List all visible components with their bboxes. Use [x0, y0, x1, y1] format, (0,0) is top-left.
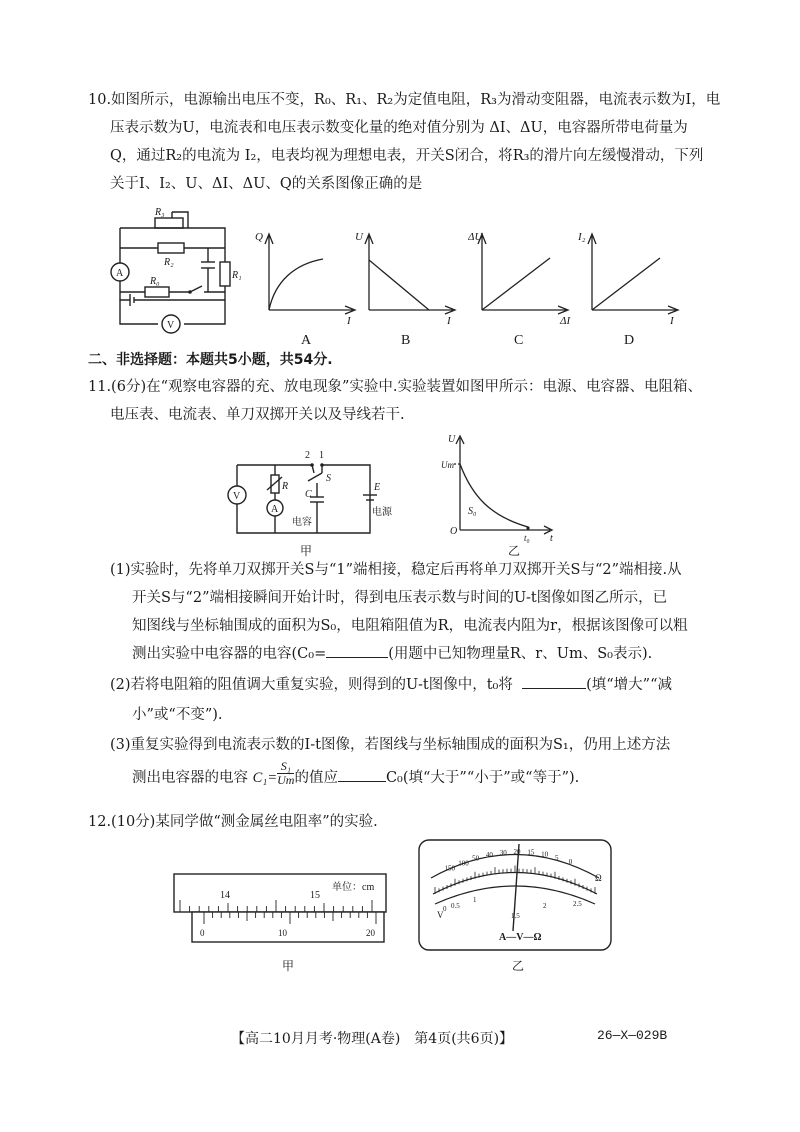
mid-2: 2 — [543, 902, 547, 910]
formula-denominator: Um — [277, 772, 295, 787]
ohm-tick-label: 10 — [541, 850, 549, 859]
p2-line1-pre: (2)若将电阻箱的阻值调大重复实验，则得到的U-t图像中，t₀将 — [110, 677, 513, 693]
graph-option-a — [255, 226, 365, 361]
graph-option-d — [578, 226, 688, 361]
source-text: 电源 — [372, 507, 392, 518]
xlabel: t — [550, 533, 553, 544]
q11-p1-line1: (1)实验时，先将单刀双掷开关S与“1”端相接，稳定后再将单刀双掷开关S与“2”端相接.从 — [110, 562, 682, 578]
vernier-caliper — [170, 870, 390, 955]
vernier-20: 20 — [366, 928, 375, 938]
ammeter-label: A — [271, 504, 279, 515]
main-14: 14 — [220, 890, 230, 901]
graph-xlabel: I — [670, 315, 674, 327]
um-label: Um — [441, 460, 454, 470]
q11-u-t-graph — [440, 430, 560, 545]
q10-circuit-diagram — [100, 200, 250, 340]
q10-line2: 压表示数为U，电流表和电压表示数变化量的绝对值分别为 ΔI、ΔU，电容器所带电荷量为 — [110, 120, 688, 136]
page-footer: 【高二10月月考·物理(A卷) 第4页(共6页)】 — [231, 1031, 514, 1047]
graph-ylabel: U — [355, 231, 363, 243]
q12-fig-a-caption: 甲 — [282, 959, 295, 973]
graph-ylabel: I₂ — [578, 231, 586, 243]
capacitor-text: 电容 — [292, 517, 312, 528]
q11-fig-b-caption: 乙 — [508, 544, 521, 558]
r1-label: R₁ — [232, 270, 242, 281]
graph-ylabel: Q — [255, 231, 263, 243]
lower-05: 0.5 — [451, 902, 460, 910]
answer-blank-c0[interactable] — [326, 657, 388, 658]
q11-p3-line2 — [132, 758, 580, 788]
unit-label: 单位：cm — [332, 882, 375, 893]
mid-15: 1.5 — [511, 912, 520, 920]
resistor-label: R — [282, 481, 289, 492]
q10-line4: 关于I、I₂、U、ΔI、ΔU、Q的关系图像正确的是 — [110, 176, 423, 192]
source-symbol: E — [374, 482, 381, 493]
ohm-tick-label: 0 — [568, 858, 573, 867]
option-label: D — [624, 333, 635, 348]
vernier-10: 10 — [278, 928, 287, 938]
ohm-tick-label: 15 — [527, 848, 535, 857]
switch-label: S — [326, 473, 331, 484]
voltmeter-label: V — [167, 320, 175, 331]
p1-line4-post: (用题中已知物理量R、r、Um、S₀表示). — [388, 646, 653, 662]
graph-curve — [269, 259, 323, 310]
q11-line1: 11.(6分)在“观察电容器的充、放电现象”实验中.实验装置如图甲所示：电源、电容器、电阻箱、 — [88, 379, 703, 395]
v-symbol: V — [437, 910, 444, 920]
formula-lhs: C₁= — [252, 770, 278, 786]
ohm-tick-label: 40 — [485, 851, 493, 860]
ammeter-label: A — [116, 268, 124, 279]
avo-label: A—V—Ω — [499, 932, 542, 943]
ohm-tick-label: 5 — [554, 853, 559, 862]
ohm-tick-label: 150 — [444, 864, 455, 873]
ohm-tick-label: 50 — [472, 854, 480, 863]
ylabel: U — [448, 434, 456, 445]
answer-blank-c1[interactable] — [338, 781, 386, 782]
q11-p1-line4 — [132, 644, 652, 664]
q10-line1: 10.如图所示，电源输出电压不变，R₀、R₁、R₂为定值电阻，R₃为滑动变阻器，电流表示数为I，电 — [88, 92, 721, 108]
graph-option-c — [468, 226, 578, 361]
vernier-0: 0 — [200, 928, 205, 938]
q11-p2-line1 — [110, 675, 672, 695]
voltmeter-label: V — [233, 491, 241, 502]
ohm-tick-label: 20 — [513, 848, 521, 857]
q11-p1-line3: 知图线与坐标轴围成的面积为S₀，电阻箱阻值为R，电流表内阻为r，根据该图像可以粗 — [132, 618, 688, 634]
q12-fig-b-caption: 乙 — [512, 959, 525, 973]
p3-line2-pre: 测出电容器的电容 — [132, 770, 248, 786]
ohm-tick-label: 30 — [499, 848, 507, 857]
paper-code: 26—X—029B — [597, 1028, 668, 1043]
option-label: A — [301, 333, 312, 348]
t0-label: t₀ — [524, 533, 530, 543]
mid-25: 2.5 — [573, 900, 582, 908]
origin-label: O — [450, 526, 458, 537]
r3-label: R₃ — [155, 207, 165, 218]
switch-pos1: 1 — [319, 450, 324, 461]
graph-ylabel: ΔU — [468, 231, 483, 243]
r2-label: R₂ — [164, 257, 174, 268]
graph-curve — [482, 258, 550, 310]
multimeter-dial — [415, 836, 615, 956]
area-label: S₀ — [468, 506, 477, 517]
formula-numerator: S₁ — [277, 760, 294, 774]
switch-pos2: 2 — [305, 450, 310, 461]
q12-line1: 12.(10分)某同学做“测金属丝电阻率”的实验. — [88, 814, 378, 830]
q11-p1-line2: 开关S与“2”端相接瞬间开始计时，得到电压表示数与时间的U-t图像如图乙所示，已 — [132, 590, 668, 606]
capacitor-symbol: C — [305, 489, 312, 500]
p3-line2-mid: 的值应 — [294, 770, 338, 786]
ohm-tick-label: 100 — [458, 859, 469, 868]
r0-label: R₀ — [150, 276, 160, 287]
formula-fraction — [277, 760, 294, 787]
q11-fig-a-caption: 甲 — [300, 544, 313, 558]
section-heading: 二、非选择题：本题共5小题，共54分. — [88, 352, 333, 368]
graph-curve — [592, 258, 660, 310]
option-label: C — [514, 333, 524, 348]
p3-line2-post: C₀(填“大于”“小于”或“等于”). — [385, 770, 580, 786]
graph-xlabel: I — [447, 315, 451, 327]
lower-1: 1 — [473, 896, 477, 904]
p2-line1-post: (填“增大”“减 — [586, 677, 672, 693]
graph-xlabel: ΔI — [560, 315, 571, 327]
graph-xlabel: I — [347, 315, 351, 327]
option-label: B — [401, 333, 411, 348]
graph-option-b — [355, 226, 465, 361]
lower-0: 0 — [443, 905, 447, 913]
p1-line4-pre: 测出实验中电容器的电容(C₀= — [132, 646, 327, 662]
answer-blank-t0[interactable] — [522, 688, 586, 689]
omega-symbol: Ω — [595, 873, 602, 883]
main-15: 15 — [310, 890, 320, 901]
q11-p2-line2: 小”或“不变”). — [132, 707, 223, 723]
q10-line3: Q，通过R₂的电流为 I₂，电表均视为理想电表，开关S闭合，将R₃的滑片向左缓慢滑动，下列 — [110, 148, 704, 164]
graph-curve — [369, 260, 429, 310]
q11-line2: 电压表、电流表、单刀双掷开关以及导线若干. — [110, 407, 405, 423]
q11-p3-line1: (3)重复实验得到电流表示数的I-t图像，若图线与坐标轴围成的面积为S₁，仍用上述方法 — [110, 737, 671, 753]
